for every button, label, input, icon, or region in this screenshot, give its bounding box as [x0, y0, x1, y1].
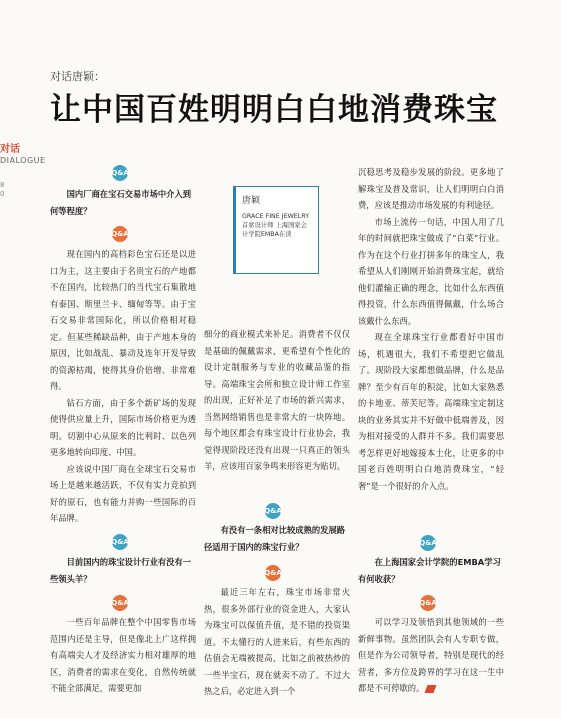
column-2-q3 [204, 522, 350, 555]
column-3-paragraph-2: 市场上流传一句话，中国人用了几年的时间就把珠宝做成了“白菜”行业。作为在这个行业打拼多年的珠宝人，我希望从人们刚刚开始消费珠宝起，就给他们灌输正确的理念，比如什么东西值得投资，什么东西值得佩戴，什么场合该戴什么东西。 [358, 216, 504, 326]
question-icon: Q&A [112, 534, 128, 550]
answer-icon: Q&A [112, 226, 128, 242]
column-3-text [358, 164, 504, 494]
answer-icon: Q&A [265, 565, 281, 581]
page-number-1: 8 [0, 181, 5, 189]
column-3-paragraph-3: 现在全球珠宝行业都看好中国市场，机遇很大，我们不希望把它做乱了。现阶段大家都想做品牌，什么是品牌？至少有百年的积淀，比如大家熟悉的卡地亚、蒂芙尼等。高端珠宝定制这块的业务其实并不好做中低端普及，因为相对接受的人群并不多。我们需要思考怎样更好地嫁接本土化，让更多的中国老百姓明明白白地消费珠宝，“轻奢”是一个很好的介入点。 [358, 332, 504, 491]
column-3-q4 [358, 554, 504, 587]
answer-4-text: 可以学习及领悟到其他领域的一些新鲜事物。虽然团队会有人专职专做，但是作为公司领导者，特别是现代的经营者，多方位及跨界的学习在这一生中都是不可停歇的。 [358, 617, 504, 693]
profile-title: GRACE FINE JEWELRY首席设计师 上海国家会计学院EMBA在读 [242, 213, 310, 238]
answer-1-paragraph-3: 应该说中国厂商在全球宝石交易市场上是越来越活跃，不仅有实力竞拍到好的原石，也有能力并购一些国际的百年品牌。 [50, 463, 196, 523]
column-3-a4 [358, 614, 504, 697]
question-icon: Q&A [265, 503, 281, 519]
column-1-q1 [50, 186, 196, 219]
column-1-q2 [50, 554, 196, 587]
column-1-a2 [50, 614, 196, 697]
answer-4-paragraph-1 [358, 614, 504, 697]
answer-1-paragraph-1: 现在国内的高档彩色宝石还是以进口为主，这主要由于名贵宝石的产地都不在国内，比较热门的当代宝石集散地有泰国、斯里兰卡、缅甸等等。由于宝石交易非常国际化，所以价格相对稳定。但某些稀缺品种，由于产地本身的原因，比如战乱、暴动及连年开发导致的资源枯竭，使得其身价倍增、非常难得。 [50, 249, 196, 391]
page-number-2: 0 [0, 190, 5, 198]
profile-name: 唐颖 [242, 196, 261, 206]
question-2: 目前国内的珠宝设计行业有没有一些领头羊？ [50, 557, 192, 584]
question-4: 在上海国家会计学院的EMBA学习有何收获？ [358, 557, 501, 584]
column-2-text [204, 326, 350, 475]
answer-2-paragraph-1: 一些百年品牌在整个中国零售市场范围内还是主导，但是像北上广这样拥有高端尖人才及经济实力相对雄厚的地区，消费者的需求在变化，自然传统就不能全部满足，需要更加 [50, 617, 196, 693]
question-3: 有没有一条相对比较成熟的发展路径适用于国内的珠宝行业？ [204, 525, 346, 552]
question-icon: Q&A [420, 535, 436, 551]
page-number [0, 181, 4, 199]
article-headline: 让中国百姓明明白白地消费珠宝 [50, 92, 498, 128]
column-1-a1 [50, 246, 196, 527]
profile-card [233, 186, 319, 274]
section-tag-en: DIALOGUE [0, 156, 46, 165]
question-icon: Q&A [112, 165, 128, 181]
column-2-a3 [204, 584, 350, 700]
answer-icon: Q&A [420, 595, 436, 611]
column-3-paragraph-1: 沉稳思考及稳步发展的阶段。更多地了解珠宝及普及常识，让人们明明白白消费，应该是推动市场发展的有利途径。 [358, 167, 504, 210]
answer-icon: Q&A [112, 595, 128, 611]
article-kicker: 对话唐颖： [50, 70, 105, 83]
question-1: 国内厂商在宝石交易市场中介入到何等程度？ [50, 189, 192, 216]
answer-1-paragraph-2: 钻石方面，由于多个新矿场的发现使得供应量上升，国际市场价格更为透明。切割中心从原来的比利时、以色列更多地转向印度、中国。 [50, 397, 196, 457]
end-mark-icon [425, 685, 437, 693]
section-tag-cn: 对话 [0, 144, 20, 155]
answer-3-paragraph-1: 最近三年左右，珠宝市场非常火热，很多外部行业的资金进入，大家认为珠宝可以保值升值，是不错的投资渠道。不太懂行的人进来后，有些东西的估值会无端被提高，比如之前被热炒的一些半宝石，现在就卖不动了。不过大热之后，必定进入到一个 [204, 587, 350, 696]
column-2-paragraph-1: 细分的商业模式来补足。消费者不仅仅是基础的佩戴需求，更希望有个性化的设计定制服务与专业的收藏品鉴的指导。高端珠宝会所和独立设计师工作室的出现，正好补足了市场的新兴需求，当然网络销售也是非常大的一块阵地。每个地区都会有珠宝设计行业协会，我觉得现阶段还没有出现一只真正的领头羊，应该用百家争鸣来形容更为贴切。 [204, 329, 350, 471]
